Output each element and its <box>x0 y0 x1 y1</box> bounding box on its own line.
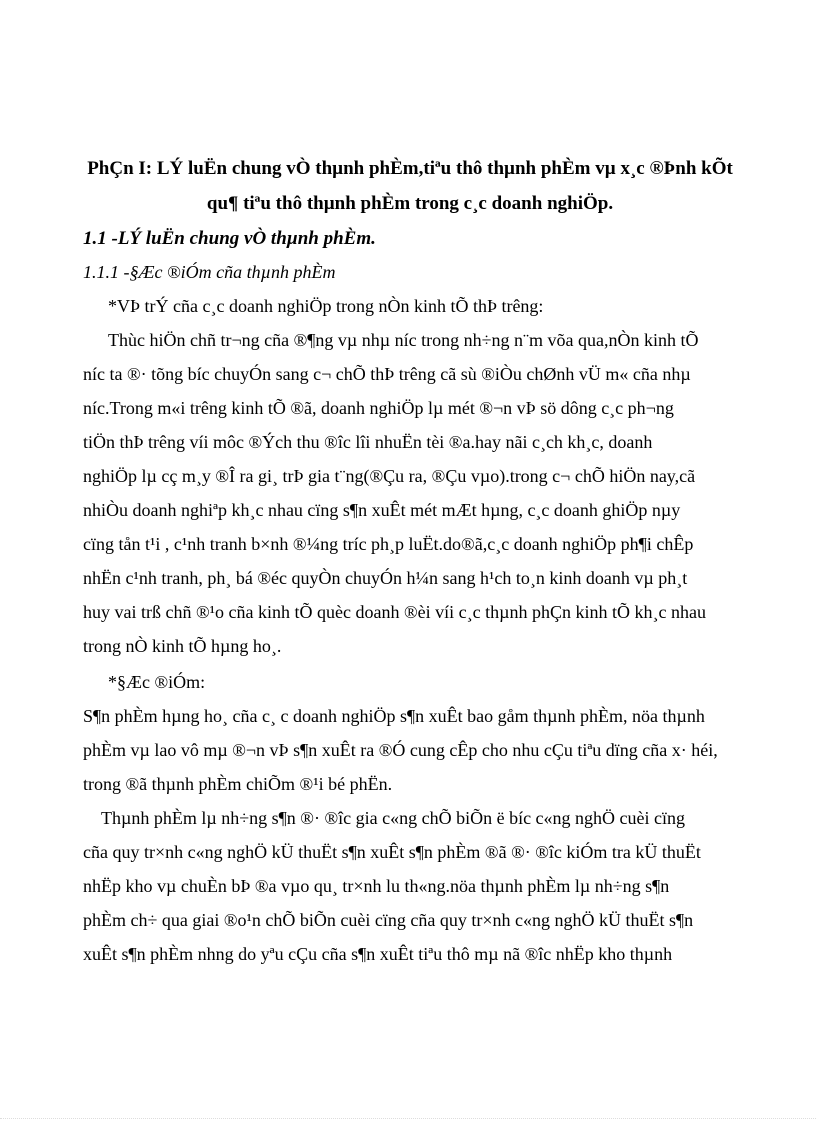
paragraph-line: tiÖn thÞ trêng víi môc ®Ých thu ®îc lîi nhuËn tèi ®a.hay nãi c¸ch kh¸c, doanh <box>83 432 653 452</box>
paragraph-line: xuÊt s¶n phÈm nhng do yªu cÇu cña s¶n xuÊt tiªu thô mµ nã ®îc nhËp kho thµnh <box>83 944 673 964</box>
paragraph-line: trong ®ã thµnh phÈm chiÕm ®¹i bé phËn. <box>83 774 393 794</box>
paragraph-line: phÈm ch÷ qua giai ®o¹n chÕ biÕn cuèi cïng cña quy tr×nh c«ng nghÖ kÜ thuËt s¶n <box>83 910 694 930</box>
paragraph-line: cïng tån t¹i , c¹nh tranh b×nh ®¼ng tríc ph¸p luËt.do®ã,c¸c doanh nghiÖp ph¶i chÊp <box>83 534 694 554</box>
paragraph-line: nhËn c¹nh tranh, ph¸ bá ®éc quyÒn chuyÓn h¼n sang h¹ch to¸n kinh doanh vµ ph¸t <box>83 568 688 588</box>
paragraph-line: *VÞ trÝ cña c¸c doanh nghiÖp trong nÒn kinh tÕ thÞ trêng: <box>108 296 544 316</box>
paragraph-line: níc ta ®· tõng bíc chuyÓn sang c¬ chÕ thÞ trêng cã sù ®iÒu chØnh vÜ m« cña nhµ <box>83 364 691 384</box>
document-title-line-1: PhÇn I: LÝ luËn chung vÒ thµnh phÈm,tiªu thô thµnh phÈm vµ x¸c ®Þnh kÕt <box>87 158 733 179</box>
paragraph-line: S¶n phÈm hµng ho¸ cña c¸ c doanh nghiÖp s¶n xuÊt bao gåm thµnh phÈm, nöa thµnh <box>83 706 705 726</box>
paragraph-line: *§Æc ®iÓm: <box>108 672 206 692</box>
paragraph-line: cña quy tr×nh c«ng nghÖ kÜ thuËt s¶n xuÊt s¶n phÈm ®ã ®· ®îc kiÓm tra kÜ thuËt <box>83 842 701 862</box>
paragraph-line: níc.Trong m«i trêng kinh tÕ ®ã, doanh nghiÖp lµ mét ®¬n vÞ sö dông c¸c ph¬ng <box>83 398 674 418</box>
paragraph-line: nghiÖp lµ cç m¸y ®Î ra gi¸ trÞ gia t¨ng(®Çu ra, ®Çu vµo).trong c¬ chÕ hiÖn nay,cã <box>83 466 696 486</box>
page-bottom-divider <box>0 1118 816 1119</box>
paragraph-line: Thùc hiÖn chñ tr¬ng cña ®¶ng vµ nhµ níc trong nh÷ng n¨m võa qua,nÒn kinh tÕ <box>108 330 699 350</box>
paragraph-line: huy vai trß chñ ®¹o cña kinh tÕ quèc doanh ®èi víi c¸c thµnh phÇn kinh tÕ kh¸c nhau <box>83 602 706 622</box>
section-heading: 1.1 -LÝ luËn chung vÒ thµnh phÈm. <box>83 228 376 249</box>
subsection-heading: 1.1.1 -§Æc ®iÓm cña thµnh phÈm <box>83 262 336 282</box>
paragraph-line: trong nÒ kinh tÕ hµng ho¸. <box>83 636 282 656</box>
paragraph-line: phÈm vµ lao vô mµ ®¬n vÞ s¶n xuÊt ra ®Ó cung cÊp cho nhu cÇu tiªu dïng cña x· héi, <box>83 740 718 760</box>
paragraph-line: nhiÒu doanh nghiªp kh¸c nhau cïng s¶n xuÊt mét mÆt hµng, c¸c doanh ghiÖp nµy <box>83 500 681 520</box>
paragraph-line: nhËp kho vµ chuÈn bÞ ®a vµo qu¸ tr×nh lu th«ng.nöa thµnh phÈm lµ nh÷ng s¶n <box>83 876 670 896</box>
paragraph-line: Thµnh phÈm lµ nh÷ng s¶n ®· ®îc gia c«ng chÕ biÕn ë bíc c«ng nghÖ cuèi cïng <box>101 808 686 828</box>
document-title-line-2: qu¶ tiªu thô thµnh phÈm trong c¸c doanh nghiÖp. <box>206 193 614 214</box>
